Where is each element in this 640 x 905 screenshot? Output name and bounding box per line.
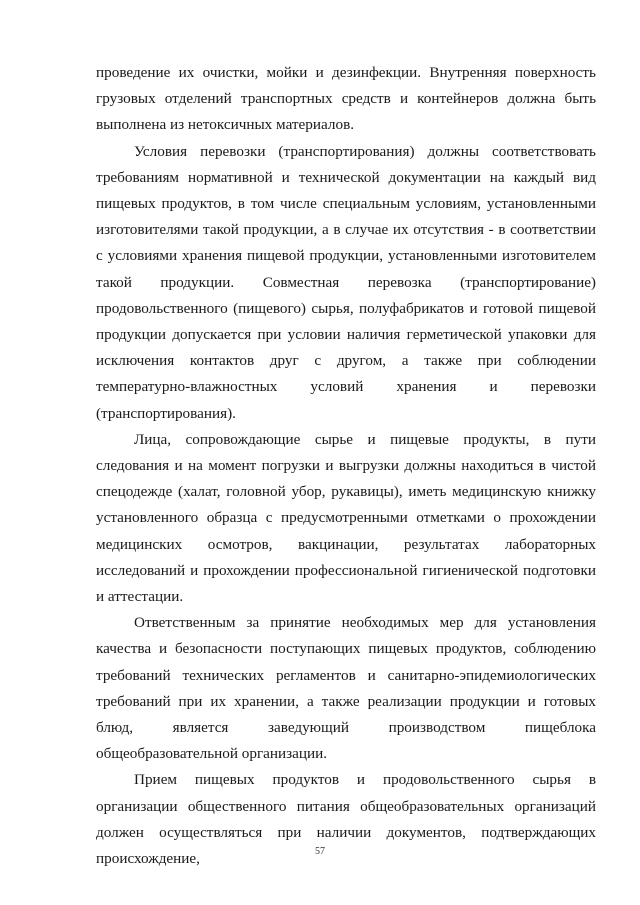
paragraph-continuation: проведение их очистки, мойки и дезинфекции. Внутренняя поверхность грузовых отделений транспортных средств и контейнеров должна быть выполнена из нетоксичных материалов.	[96, 64, 596, 134]
paragraph-food-acceptance: Прием пищевых продуктов и продовольственного сырья в организации общественного питания общеобразовательных организаций должен осуществляться при наличии документов, подтверждающих происхождение,	[96, 771, 596, 868]
page-number: 57	[315, 846, 325, 857]
paragraph-transport-conditions: Условия перевозки (транспортирования) должны соответствовать требованиям нормативной и технической документации на каждый вид пищевых продуктов, в том числе специальным условиям, установленными изготовителями такой продукции, а в случае их отсутствия - в соответствии с условиями хранения пищевой продукции, установленными изготовителем такой продукции. Совместная перевозка (транспортирование) продовольственного (пищевого) сырья, полуфабрикатов и готовой пищевой продукции допускается при условии наличия герметической упаковки для исключения контактов друг с другом, а также при соблюдении температурно-влажностных условий хранения и перевозки (транспортирования).	[96, 142, 596, 422]
document-page	[96, 60, 596, 872]
paragraph-accompanying-persons: Лица, сопровождающие сырье и пищевые продукты, в пути следования и на момент погрузки и выгрузки должны находиться в чистой спецодежде (халат, головной убор, рукавицы), иметь медицинскую книжку установленного образца с предусмотренными отметками о прохождении медицинских осмотров, вакцинации, результатах лабораторных исследований и прохождении профессиональной гигиенической подготовки и аттестации.	[96, 430, 596, 606]
paragraph-responsible-person: Ответственным за принятие необходимых мер для установления качества и безопасности поступающих пищевых продуктов, соблюдению требований технических регламентов и санитарно-эпидемиологических требований при их хранении, а также реализации продукции и готовых блюд, является заведующий производством пищеблока общеобразовательной организации.	[96, 614, 596, 763]
